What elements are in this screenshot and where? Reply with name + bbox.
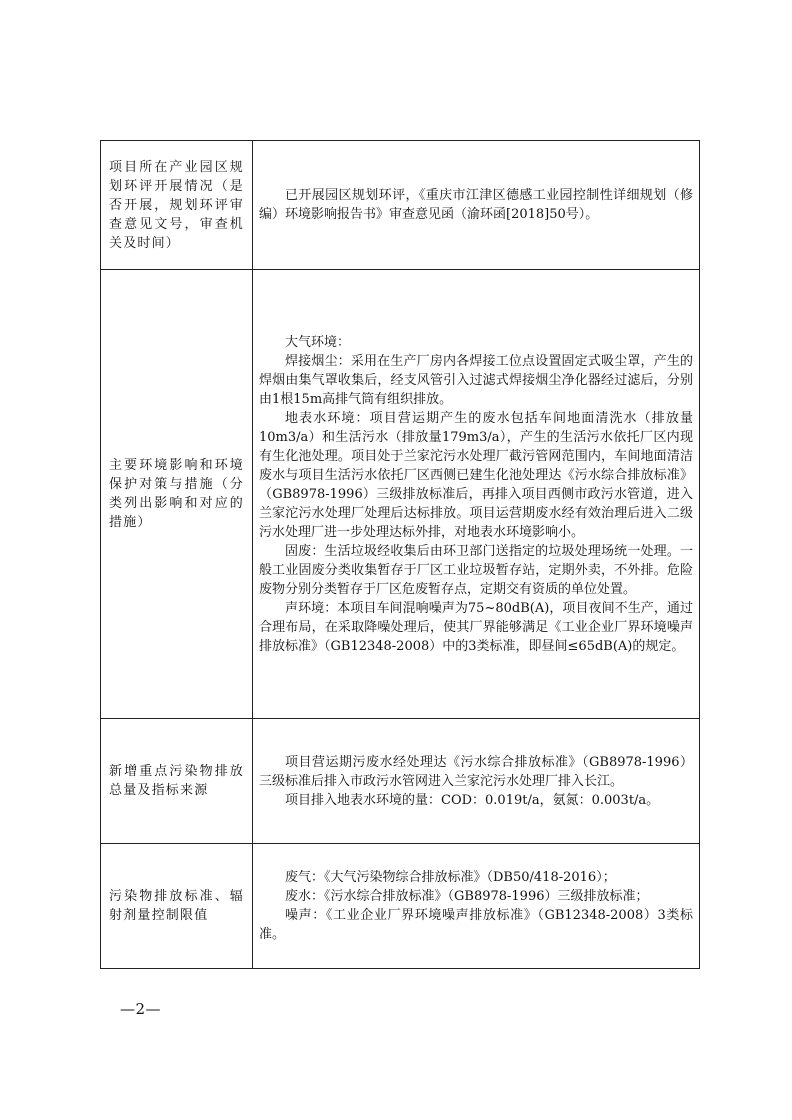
row-content: [253, 141, 700, 270]
content-paragraph: 大气环境：: [285, 334, 351, 350]
content-paragraph: 固废：生活垃圾经收集后由环卫部门送指定的垃圾处理场统一处理。一般工业固废分类收集暂存于厂区工业垃圾暂存站，定期外卖，不外排。危险废物分别分类暂存于厂区危废暂存点，定期交有资质的单位处置。: [259, 543, 693, 597]
content-paragraph: 废水：《污水综合排放标准》（GB8978-1996）三级排放标准；: [285, 889, 649, 904]
content-paragraph: 地表水环境：项目营运期产生的废水包括车间地面清洗水（排放量10m3/a）和生活污水（排放量179m3/a），产生的生活污水依托厂区内现有生化池处理。项目处于兰家沱污水处理厂截污管网范围内，车间地面清洁废水与项目生活污水依托厂区西侧已建生化池处理达《污水综合排放标准》（GB8978-1996）三级排放标准后，再排入项目西侧市政污水管道，进入兰家沱污水处理厂处理后达标排放。项目运营期废水经有效治理后进入二级污水处理厂进一步处理达标外排，对地表水环境影响小。: [259, 410, 693, 540]
table-row: [101, 270, 700, 719]
row-content: [253, 844, 700, 969]
content-paragraph: 废气：《大气污染物综合排放标准》（DB50/418-2016）；: [285, 870, 616, 885]
content-paragraph: 项目营运期污废水经处理达《污水综合排放标准》（GB8978-1996）三级标准后排入市政污水管网进入兰家沱污水处理厂排入长江。: [259, 754, 693, 789]
row-label: 项目所在产业园区规划环评开展情况（是否开展，规划环评审查意见文号，审查机关及时间）: [101, 141, 253, 270]
table-row: [101, 719, 700, 844]
table-row: [101, 844, 700, 969]
row-content: [253, 719, 700, 844]
row-content: [253, 270, 700, 719]
content-paragraph: 焊接烟尘：采用在生产厂房内各焊接工位点设置固定式吸尘罩，产生的焊烟由集气罩收集后，经支风管引入过滤式焊接烟尘净化器经过滤后，分别由1根15m高排气筒有组织排放。: [259, 353, 693, 407]
content-paragraph: 已开展园区规划环评，《重庆市江津区德感工业园控制性详细规划（修编）环境影响报告书》审查意见函（渝环函[2018]50号）。: [259, 188, 693, 222]
table-row: [101, 141, 700, 270]
row-label: 污染物排放标准、辐射剂量控制限值: [101, 844, 253, 969]
content-paragraph: 噪声：《工业企业厂界环境噪声排放标准》（GB12348-2008）3类标准。: [259, 908, 693, 942]
content-paragraph: 声环境：本项目车间混响噪声为75~80dB(A)，项目夜间不生产，通过合理布局，在采取降噪处理后，使其厂界能够满足《工业企业厂界环境噪声排放标准》（GB12348-2008）中的3类标准，即昼间≤65dB(A)的规定。: [259, 600, 693, 654]
row-label: 新增重点污染物排放总量及指标来源: [101, 719, 253, 844]
content-paragraph: 项目排入地表水环境的量：COD：0.019t/a，氨氮：0.003t/a。: [285, 792, 660, 808]
info-table: [100, 140, 700, 969]
row-label: 主要环境影响和环境保护对策与措施（分类列出影响和对应的措施）: [101, 270, 253, 719]
page-number: —2—: [120, 1000, 162, 1018]
